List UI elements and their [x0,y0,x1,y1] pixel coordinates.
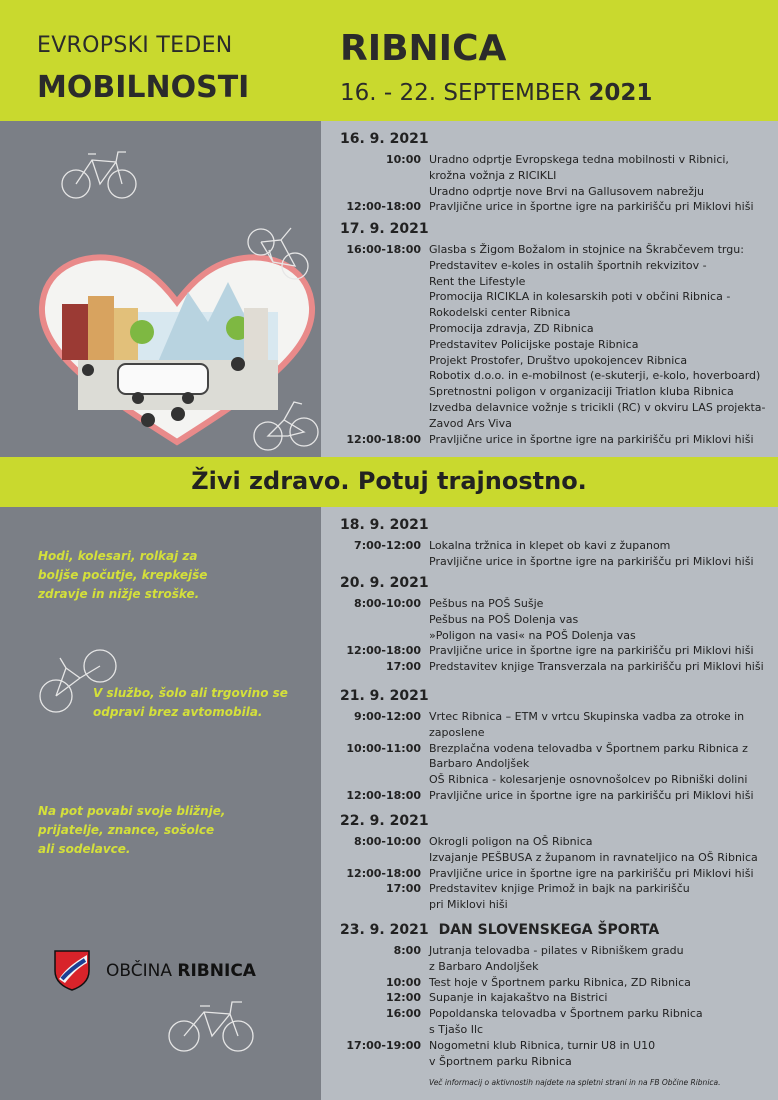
header-band [0,0,778,121]
event-line: Test hoje v Športnem parku Ribnica, ZD Ribnica [429,975,691,989]
left-text-3: Na pot povabi svoje bližnje, prijatelje, znance, sošolce ali sodelavce. [38,804,226,856]
event-line: Predstavitev e-koles in ostalih športnih rekvizitov - [429,258,707,272]
event-time: 17:00 [385,882,421,896]
event-line: Okrogli poligon na OŠ Ribnica [429,835,593,848]
event-line: Pravljične urice in športne igre na parkirišču pri Miklovi hiši [429,554,754,568]
day-date: 21. 9. 2021 [340,688,429,704]
event-time: 12:00-18:00 [346,432,421,446]
event-line: Promocija zdravja, ZD Ribnica [429,321,594,335]
event-description [429,788,754,804]
day-heading [340,922,659,938]
event-time: 17:00-19:00 [346,1038,421,1052]
event-line: Vrtec Ribnica – ETM v vrtcu Skupinska vadba za otroke in [429,710,745,723]
event-description [429,1006,703,1038]
event-line: Lokalna tržnica in klepet ob kavi z županom [429,539,671,552]
event-description [429,152,729,199]
event-line: Pravljične urice in športne igre na parkirišču pri Miklovi hiši [429,432,754,446]
event-description [429,709,744,741]
day-date: 16. 9. 2021 [340,131,429,147]
day-heading [340,221,429,237]
bicycle-icon [250,396,320,458]
event-time: 12:00-18:00 [346,200,421,214]
day-date: 18. 9. 2021 [340,517,429,533]
left-text-1: Hodi, kolesari, rolkaj za boljše počutje, krepkejše zdravje in nižje stroške. [38,549,208,601]
event-line: Pravljične urice in športne igre na parkirišču pri Miklovi hiši [429,200,754,214]
event-time: 8:00-10:00 [354,835,421,848]
event-description [429,432,754,448]
header-dates [340,80,652,106]
event-line: Pravljične urice in športne igre na parkirišču pri Miklovi hiši [429,789,754,802]
event-time: 10:00 [385,975,421,989]
event-description [429,538,754,570]
event-line: Spretnostni poligon v organizaciji Triatlon kluba Ribnica [429,385,734,399]
event-description [429,1038,655,1070]
event-description [429,975,691,991]
event-description [429,242,766,432]
event-line: Zavod Ars Viva [429,416,512,430]
event-time: 16:00-18:00 [346,243,421,256]
event-line: OŠ Ribnica - kolesarjenje osnovnošolcev po Ribniški dolini [429,773,748,787]
event-line: Izvajanje PEŠBUSA z županom in ravnateljico na OŠ Ribnica [429,850,758,864]
event-description [429,199,754,215]
event-description [429,881,690,913]
event-description [429,659,764,675]
event-time: 17:00 [385,660,421,674]
event-time: 12:00 [385,991,421,1005]
event-line: zaposlene [429,725,485,739]
header-line2: MOBILNOSTI [37,70,250,105]
event-line: Nogometni klub Ribnica, turnir U8 in U10 [429,1038,656,1052]
footer-note: Več informacij o aktivnostih najdete na spletni strani in na FB Občine Ribnica. [429,1078,721,1087]
event-line: Pravljične urice in športne igre na parkirišču pri Miklovi hiši [429,866,754,880]
event-description [429,990,607,1006]
event-description [429,643,754,659]
header-line1: EVROPSKI TEDEN [37,33,233,58]
event-time: 12:00-18:00 [346,644,421,658]
slogan-band [0,457,778,507]
header-date-range: 16. - 22. SEPTEMBER [340,80,582,106]
event-line: s Tjašo Ilc [429,1022,484,1036]
event-line: z Barbaro Andoljšek [429,959,539,973]
event-description [429,943,684,975]
event-description [429,866,754,882]
event-time: 12:00-18:00 [346,866,421,880]
event-description [429,596,636,643]
event-line: Predstavitev knjige Transverzala na parkirišču pri Miklovi hiši [429,660,764,674]
event-line: v Športnem parku Ribnica [429,1054,572,1068]
event-line: pri Miklovi hiši [429,898,508,912]
left-text-2: V službo, šolo ali trgovino se odpravi brez avtomobila. [93,686,288,719]
day-date: 22. 9. 2021 [340,813,429,829]
event-line: krožna vožnja z RICIKLI [429,168,557,182]
event-line: Promocija RICIKLA in kolesarskih poti v občini Ribnica - [429,290,731,304]
day-heading [340,517,429,533]
event-time: 7:00-12:00 [354,539,421,552]
event-time: 8:00 [393,944,421,957]
event-time: 10:00 [385,153,421,166]
day-subtitle: DAN SLOVENSKEGA ŠPORTA [438,922,660,938]
day-date: 20. 9. 2021 [340,575,429,591]
event-line: Pešbus na POŠ Dolenja vas [429,612,579,626]
event-line: Predstavitev knjige Primož in bajk na parkirišču [429,882,690,896]
day-date: 23. 9. 2021 [340,922,429,938]
event-time: 8:00-10:00 [354,597,421,610]
event-line: Barbaro Andoljšek [429,757,530,771]
day-heading [340,131,429,147]
event-line: Rent the Lifestyle [429,274,526,288]
header-town: RIBNICA [340,28,507,69]
slogan-text: Živi zdravo. Potuj trajnostno. [191,467,587,495]
event-line: Pravljične urice in športne igre na parkirišču pri Miklovi hiši [429,644,754,658]
day-heading [340,813,429,829]
event-line: Glasba s Žigom Božalom in stojnice na Škrabčevem trgu: [429,243,744,256]
event-line: Robotix d.o.o. in e-mobilnost (e-skuterji, e-kolo, hoverboard) [429,369,761,383]
event-line: Rokodelski center Ribnica [429,306,571,320]
day-heading [340,575,429,591]
event-line: Uradno odprtje nove Brvi na Gallusovem nabrežju [429,184,705,198]
event-time: 10:00-11:00 [346,741,421,755]
event-time: 9:00-12:00 [354,710,421,723]
event-description [429,741,748,788]
event-time: 16:00 [385,1007,421,1021]
event-line: Projekt Prostofer, Društvo upokojencev Ribnica [429,353,688,367]
event-line: »Poligon na vasi« na POŠ Dolenja vas [429,628,636,642]
event-description [429,834,758,866]
event-line: Predstavitev Policijske postaje Ribnica [429,337,639,351]
event-line: Jutranja telovadba - pilates v Ribniškem gradu [429,944,684,957]
day-date: 17. 9. 2021 [340,221,429,237]
event-line: Brezplačna vodena telovadba v Športnem parku Ribnica z [429,741,748,755]
event-time: 12:00-18:00 [346,789,421,802]
day-heading [340,688,429,704]
ribnica-logo-text: OBČINA RIBNICA [106,961,256,981]
event-line: Izvedba delavnice vožnje s tricikli (RC) v okviru LAS projekta- [429,400,766,414]
header-year: 2021 [588,80,653,106]
event-line: Supanje in kajakaštvo na Bistrici [429,991,608,1005]
event-line: Popoldanska telovadba v Športnem parku Ribnica [429,1007,703,1021]
event-line: Uradno odprtje Evropskega tedna mobilnosti v Ribnici, [429,153,729,166]
event-line: Pešbus na POŠ Sušje [429,597,544,610]
